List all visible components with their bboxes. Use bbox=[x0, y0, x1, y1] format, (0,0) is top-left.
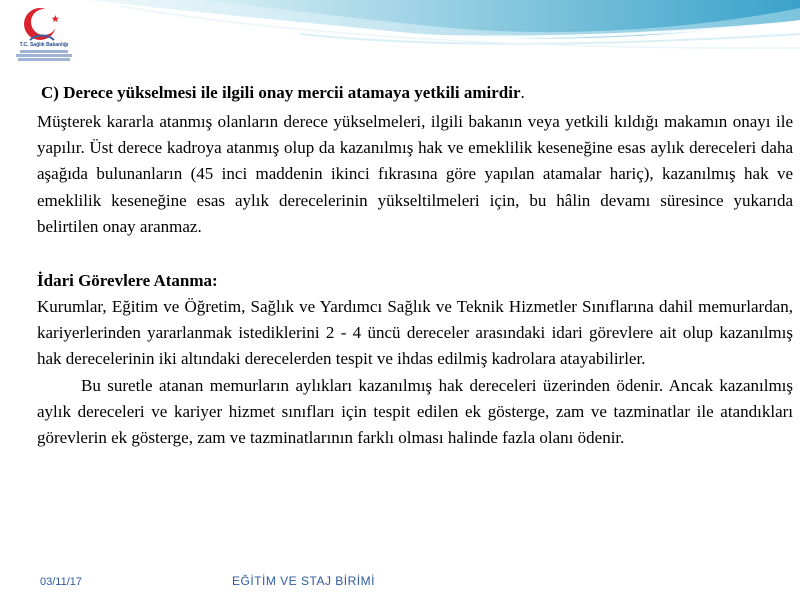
paragraph-degree-promotion: Müşterek kararla atanmış olanların derece yükselmeleri, ilgili bakanın veya yetkili kıldığı makamın onayı ile yapılır. Üst derece kadroya atanmış olup da kazanılmış hak ve emeklilik keseneğine esas aylık dereceleri daha aşağıda bulunanların (45 inci maddenin ikinci fıkrasına göre yapılan atamalar hariç), kazanılmış hak ve emeklilik keseneğine esas aylık derecelerinin yükseltilmeleri için, bu hâlin devamı süresince yukarıda belirtilen onay aranmaz. bbox=[37, 112, 793, 236]
paragraph-administrative-appointment: Kurumlar, Eğitim ve Öğretim, Sağlık ve Yardımcı Sağlık ve Teknik Hizmetler Sınıflarına dahil memurlardan, kariyerlerinden yararlanmak istediklerini 2 - 4 üncü dereceler arasındaki idari görevlere ait olup kazanılmış hak derecelerinin iki altındaki derecelerden tespit ve ihdas edilmiş kadrolara atayabilirler. bbox=[37, 297, 793, 369]
slide-content bbox=[37, 80, 793, 451]
heading-administrative-appointment: İdari Görevlere Atanma: bbox=[37, 271, 218, 291]
footer-unit-name: EĞİTİM VE STAJ BİRİMİ bbox=[232, 574, 375, 588]
footer-date: 03/11/17 bbox=[40, 576, 83, 588]
paragraph-salary-payment: Bu suretle atanan memurların aylıkları kazanılmış hak dereceleri üzerinden ödenir. Ancak kazanılmış aylık dereceleri ve kariyer hizmet sınıfları için tespit edilen ek gösterge, zam ve tazminatlar ile atandıkları görevlerin ek gösterge, zam ve tazminatlarının farklı olması halinde fazla olanı ödenir. bbox=[37, 375, 793, 448]
heading-approval-authority bbox=[41, 80, 793, 106]
logo-title: T.C. Sağlık Bakanlığı bbox=[19, 42, 69, 48]
logo-text bbox=[6, 42, 82, 62]
crescent-star-icon bbox=[8, 4, 80, 46]
heading-approval-text: C) Derece yükselmesi ile ilgili onay mercii atamaya yetkili amirdir bbox=[41, 83, 521, 102]
heading-approval-tail: . bbox=[520, 83, 525, 102]
logo-subtitle bbox=[6, 50, 82, 61]
